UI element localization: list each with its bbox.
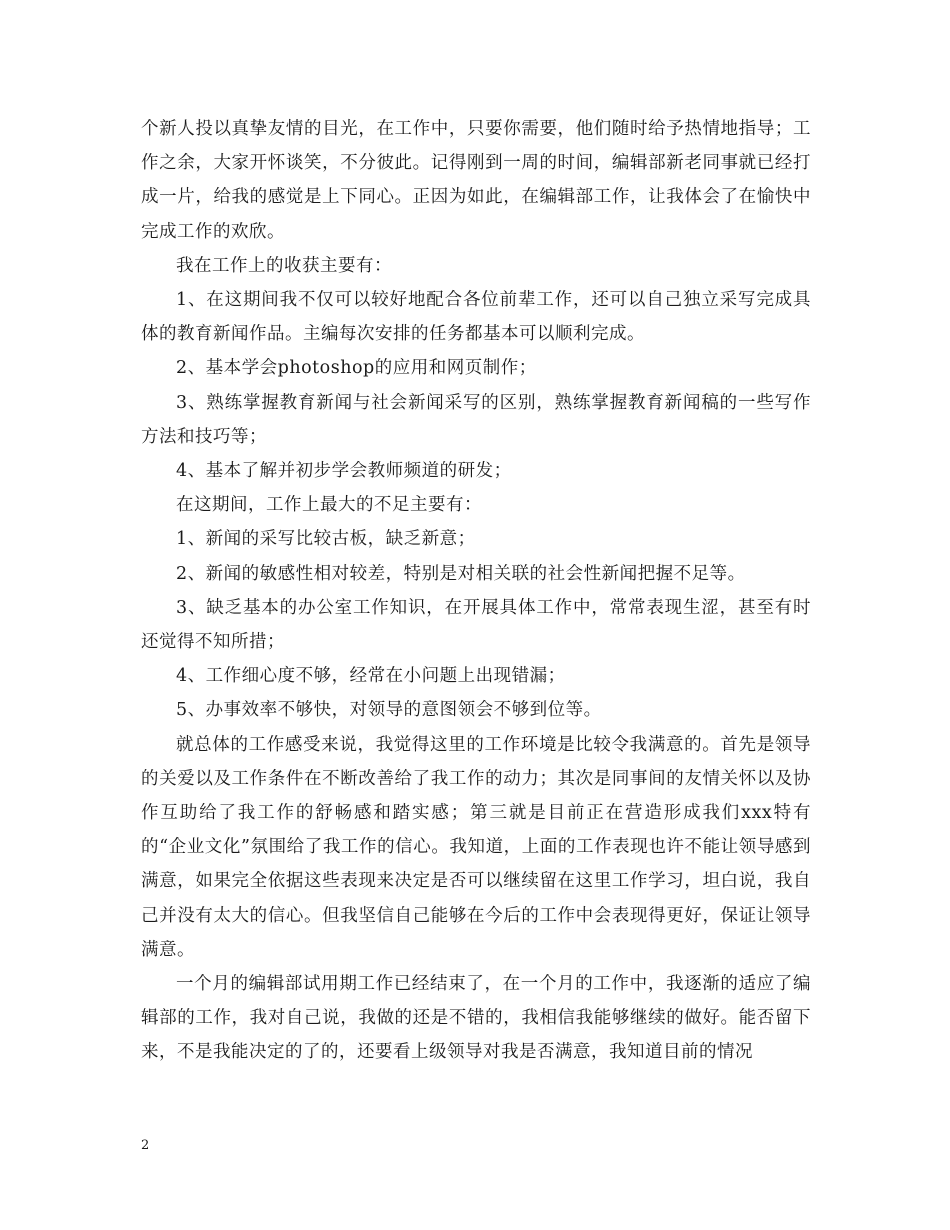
page-number: 2: [141, 1138, 150, 1153]
list-item: 4、基本了解并初步学会教师频道的研发；: [176, 461, 512, 482]
document-body: [141, 112, 811, 1070]
paragraph: 我在工作上的收获主要有：: [176, 255, 392, 276]
list-item: 3、熟练掌握教育新闻与社会新闻采写的区别，熟练掌握教育新闻稿的一些写作方法和技巧等；: [141, 392, 811, 447]
list-item: 3、缺乏基本的办公室工作知识，在开展具体工作中，常常表现生涩，甚至有时还觉得不知所措；: [141, 597, 811, 653]
paragraph: 在这期间，工作上最大的不足主要有：: [176, 495, 482, 516]
paragraph: 就总体的工作感受来说，我觉得这里的工作环境是比较令我满意的。首先是领导的关爱以及工作条件在不断改善给了我工作的动力；其次是同事间的友情关怀以及协作互助给了我工作的舒畅感和踏实感；第三就是目前正在营造形成我们xxx特有的“企业文化”氛围给了我工作的信心。我知道，上面的工作表现也许不能让领导感到满意，如果完全依据这些表现来决定是否可以继续留在这里工作学习，坦白说，我自己并没有太大的信心。但我坚信自己能够在今后的工作中会表现得更好，保证让领导满意。: [141, 734, 811, 960]
paragraph: 个新人投以真挚友情的目光，在工作中，只要你需要，他们随时给予热情地指导；工作之余，大家开怀谈笑，不分彼此。记得刚到一周的时间，编辑部新老同事就已经打成一片，给我的感觉是上下同心。正因为如此，在编辑部工作，让我体会了在愉快中完成工作的欢欣。: [141, 119, 811, 242]
list-item: 1、在这期间我不仅可以较好地配合各位前辈工作，还可以自己独立采写完成具体的教育新闻作品。主编每次安排的任务都基本可以顺利完成。: [141, 290, 811, 345]
list-item: 5、办事效率不够快，对领导的意图领会不够到位等。: [176, 700, 602, 721]
list-item: 4、工作细心度不够，经常在小问题上出现错漏；: [176, 666, 566, 687]
list-item: 2、基本学会photoshop的应用和网页制作；: [176, 358, 537, 379]
paragraph: 一个月的编辑部试用期工作已经结束了，在一个月的工作中，我逐渐的适应了编辑部的工作，我对自己说，我做的还是不错的，我相信我能够继续的做好。能否留下来，不是我能决定的了的，还要看上级领导对我是否满意，我知道目前的情况: [141, 974, 811, 1063]
list-item: 2、新闻的敏感性相对较差，特别是对相关联的社会性新闻把握不足等。: [176, 563, 746, 584]
list-item: 1、新闻的采写比较古板，缺乏新意；: [176, 529, 476, 550]
